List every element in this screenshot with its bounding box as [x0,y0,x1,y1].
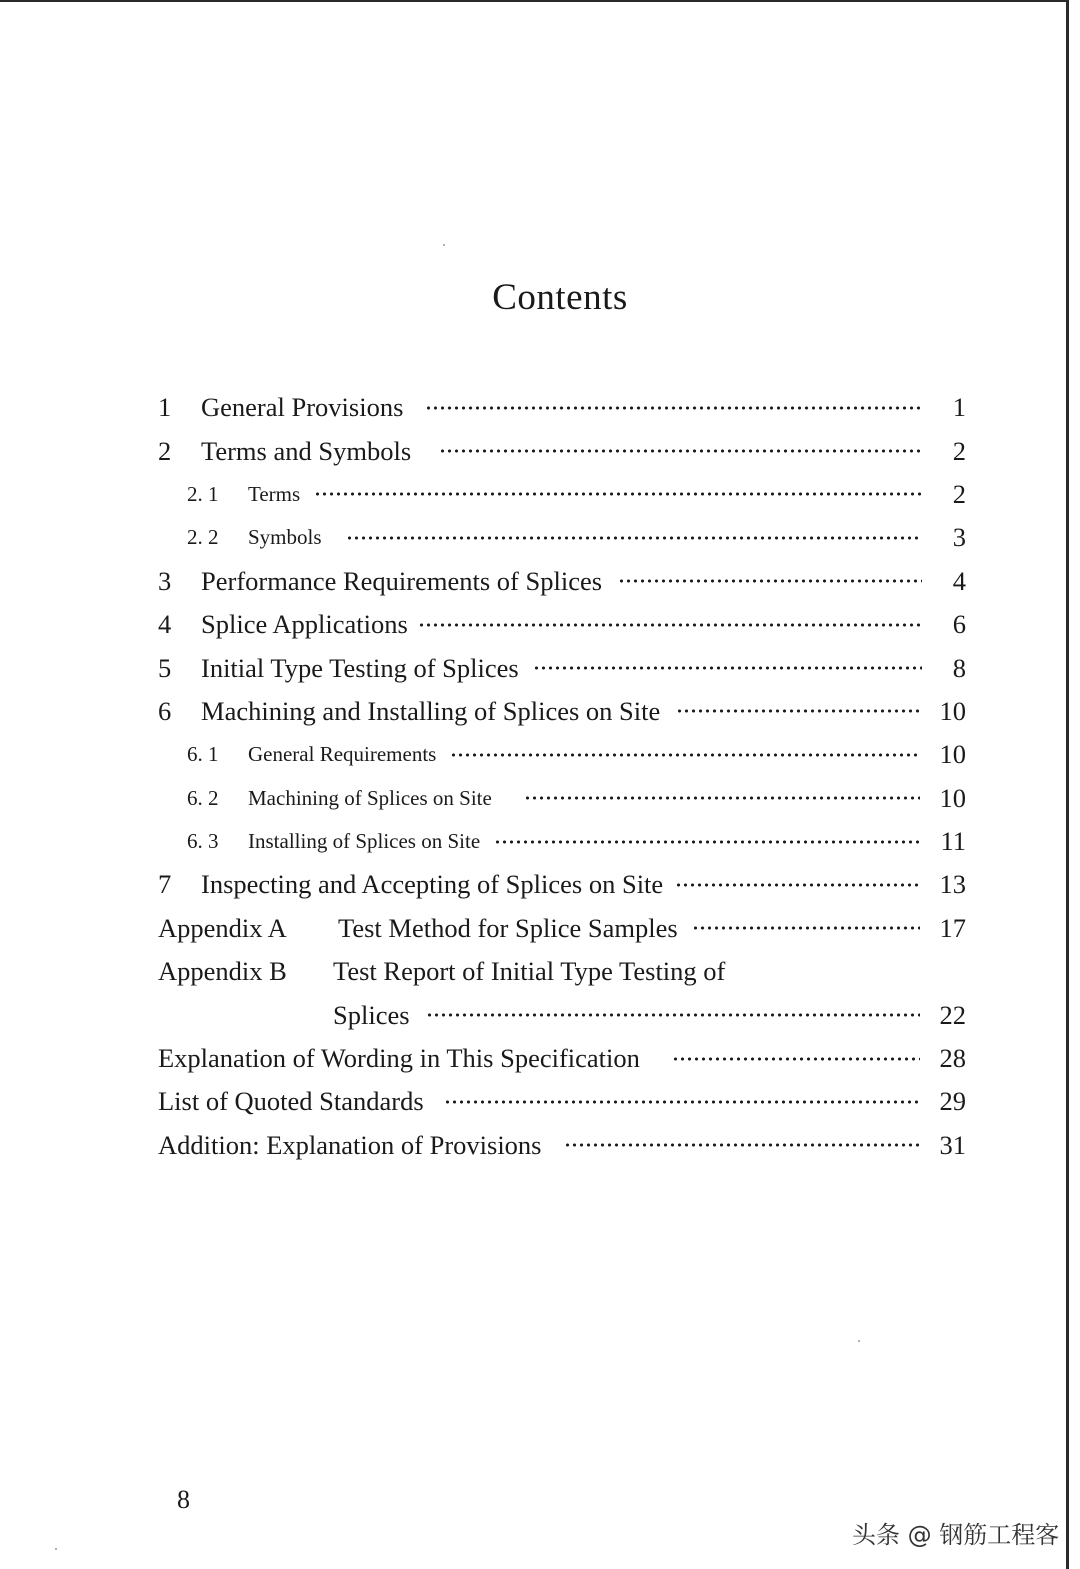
toc-entry[interactable] [158,603,966,646]
toc-entry-number: 1 [158,392,172,423]
leader-dots [564,1141,921,1149]
page-right-edge [1066,0,1069,1569]
toc-subentry[interactable] [158,820,966,863]
toc-entry-page: 17 [939,912,966,943]
toc-entry[interactable] [158,1037,966,1080]
leader-dots [314,490,922,498]
leader-dots [426,1011,920,1019]
toc-entry[interactable] [158,690,966,733]
leader-dots [346,534,922,542]
toc-appendix-entry[interactable] [158,950,966,993]
toc-entry-page: 1 [952,392,966,423]
toc-entry-page: 13 [939,869,966,900]
scan-speck [55,1548,57,1550]
toc-entry-number: 2 [158,435,172,466]
toc-entry[interactable] [158,386,966,429]
page-number: 8 [177,1485,190,1514]
toc-entry-label: Performance Requirements of Splices [201,565,603,596]
leader-dots [675,881,920,889]
toc-entry-label: Symbols [248,525,322,550]
toc-appendix-continuation[interactable] [158,993,966,1036]
toc-entry-page: 2 [952,478,966,509]
toc-entry-label: List of Quoted Standards [158,1086,424,1117]
toc-entry-label: Machining and Installing of Splices on Site [201,695,661,726]
toc-entry-label: Explanation of Wording in This Specification [158,1043,640,1074]
toc-entry-page: 10 [939,782,966,813]
toc-entry-label: Inspecting and Accepting of Splices on Site [201,869,664,900]
toc-entry-number: 4 [158,609,172,640]
watermark-text: 头条 @ 钢筋工程客 [852,1521,1060,1549]
toc-entry-page: 28 [939,1043,966,1074]
toc-subentry[interactable] [158,733,966,776]
leader-dots [618,577,922,585]
toc-entry-label: Terms [248,481,301,506]
toc-entry-label: General Requirements [248,742,437,767]
table-of-contents [158,386,966,1167]
toc-appendix-entry[interactable] [158,907,966,950]
toc-entry-number: 2. 1 [187,481,219,506]
leader-dots [450,751,920,759]
leader-dots [418,621,922,629]
toc-entry-number: 6. 3 [187,829,219,854]
toc-entry-label: General Provisions [201,392,404,423]
toc-entry-page: 10 [939,739,966,770]
toc-entry-page: 22 [939,999,966,1030]
toc-entry-number: 6. 2 [187,785,219,810]
leader-dots [494,838,920,846]
leader-dots [692,924,920,932]
toc-entry-number: 6. 1 [187,742,219,767]
toc-entry-label: Splice Applications [201,609,408,640]
toc-entry-label: Machining of Splices on Site [248,785,492,810]
toc-entry[interactable] [158,646,966,689]
toc-entry-label: Terms and Symbols [201,435,412,466]
leader-dots [676,707,920,715]
appendix-label: Appendix A [158,912,287,943]
scan-speck [443,244,445,246]
toc-subentry[interactable] [158,777,966,820]
leader-dots [533,664,922,672]
toc-entry-page: 29 [939,1086,966,1117]
toc-entry-number: 3 [158,565,172,596]
leader-dots [439,447,922,455]
toc-entry-page: 3 [952,522,966,553]
toc-entry-label: Test Report of Initial Type Testing of [333,956,726,987]
leader-dots [524,794,920,802]
scan-speck [858,1340,860,1342]
toc-entry-label: Initial Type Testing of Splices [201,652,519,683]
toc-entry[interactable] [158,429,966,472]
toc-entry-page: 11 [940,826,966,857]
toc-entry-page: 8 [952,652,966,683]
toc-entry-number: 5 [158,652,172,683]
leader-dots [672,1055,920,1063]
appendix-label: Appendix B [158,956,287,987]
toc-entry-page: 2 [952,435,966,466]
toc-entry[interactable] [158,560,966,603]
page-top-edge [0,0,1068,2]
toc-entry-number: 2. 2 [187,525,219,550]
toc-entry-label: Addition: Explanation of Provisions [158,1129,542,1160]
toc-entry[interactable] [158,1124,966,1167]
leader-dots [444,1098,920,1106]
toc-entry-number: 7 [158,869,172,900]
toc-entry-page: 10 [939,695,966,726]
toc-entry-page: 6 [952,609,966,640]
toc-entry-page: 4 [952,565,966,596]
toc-entry-number: 6 [158,695,172,726]
toc-entry[interactable] [158,863,966,906]
leader-dots [425,404,922,412]
toc-entry-label: Splices [333,999,410,1030]
toc-entry-page: 31 [939,1129,966,1160]
toc-entry[interactable] [158,1080,966,1123]
toc-entry-label: Test Method for Splice Samples [338,912,678,943]
toc-subentry[interactable] [158,516,966,559]
contents-title: Contents [492,277,628,318]
toc-entry-label: Installing of Splices on Site [248,829,481,854]
toc-subentry[interactable] [158,473,966,516]
